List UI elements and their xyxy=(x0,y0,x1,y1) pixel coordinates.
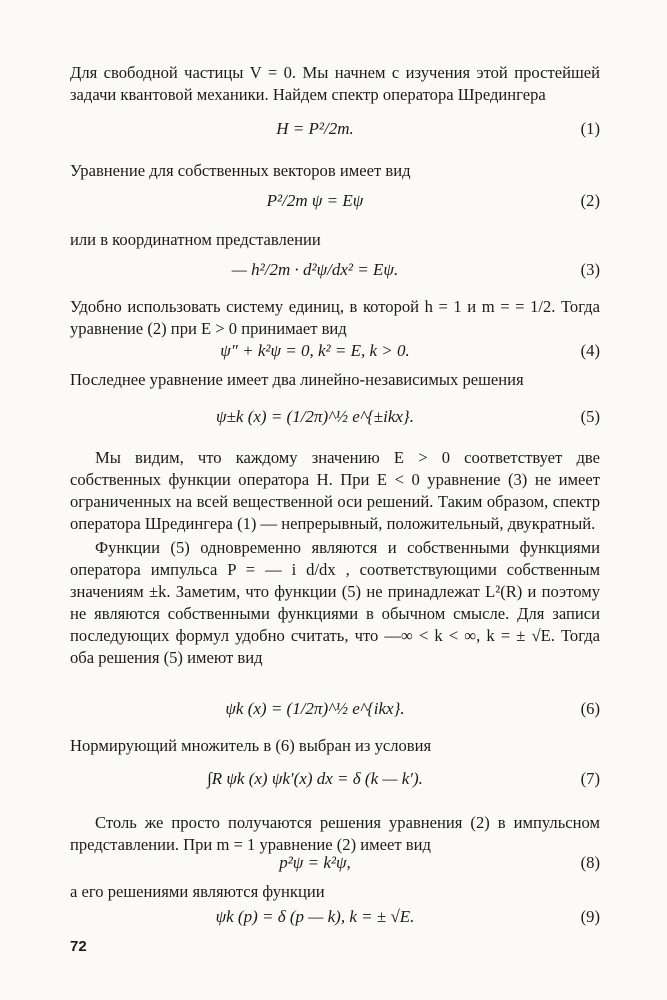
equation-6-number: (6) xyxy=(580,699,600,718)
paragraph-intro: Для свободной частицы V = 0. Мы начнем с изучения этой простейшей задачи квантовой механики. Найдем спектр оператора Шредингера xyxy=(70,63,600,104)
equation-3-number: (3) xyxy=(580,260,600,279)
equation-4-formula: ψ″ + k²ψ = 0, k² = E, k > 0. xyxy=(220,341,410,360)
equation-9 xyxy=(70,906,600,940)
equation-9-number: (9) xyxy=(580,907,600,926)
paragraph-normalization: Нормирующий множитель в (6) выбран из условия xyxy=(70,736,432,755)
equation-7-number: (7) xyxy=(580,769,600,788)
paragraph-functions: а его решениями являются функции xyxy=(70,882,325,901)
paragraph-units: Удобно использовать систему единиц, в которой h = 1 и m = = 1/2. Тогда уравнение (2) при E > 0 принимает вид xyxy=(70,297,600,338)
equation-2 xyxy=(70,190,600,224)
equation-8-formula: p²ψ = k²ψ, xyxy=(279,853,351,872)
equation-1-number: (1) xyxy=(580,119,600,138)
paragraph-momentum-representation: Столь же просто получаются решения уравнения (2) в импульсном представлении. При m = 1 уравнение (2) имеет вид xyxy=(70,813,600,854)
equation-4-number: (4) xyxy=(580,341,600,360)
paragraph-eigenvectors: Уравнение для собственных векторов имеет вид xyxy=(70,161,411,180)
paragraph-solutions: Последнее уравнение имеет два линейно-независимых решения xyxy=(70,370,524,389)
equation-2-formula: P²/2m ψ = Eψ xyxy=(266,191,364,210)
equation-1 xyxy=(70,118,600,152)
equation-8-number: (8) xyxy=(580,853,600,872)
page-number: 72 xyxy=(70,938,87,955)
equation-1-formula: H = P²/2m. xyxy=(276,119,354,138)
paragraph-spectrum: Мы видим, что каждому значению E > 0 соответствует две собственных функции оператора H. При E < 0 уравнение (3) не имеет ограниченных на всей вещественной оси решений. Таким образом, спектр оператора Шредингера (1) — непрерывный, положительный, двукратный. xyxy=(70,448,600,533)
paragraph-coordinate: или в координатном представлении xyxy=(70,230,321,249)
equation-9-formula: ψk (p) = δ (p — k), k = ± √E. xyxy=(215,907,415,926)
equation-6-formula: ψk (x) = (1/2π)^½ e^{ikx}. xyxy=(225,699,405,718)
equation-7 xyxy=(70,760,600,794)
equation-6 xyxy=(70,690,600,724)
paragraph-momentum: Функции (5) одновременно являются и собственными функциями оператора импульса P = — i d/dx , соответствующими собственным значениям ±k. Заметим, что функции (5) не принадлежат L²(R) и поэтому не являются собственными функциями в обычном смысле. Для записи последующих формул удобно считать, что —∞ < k < ∞, k = ± √E. Тогда оба решения (5) имеют вид xyxy=(70,538,600,667)
equation-7-formula: ∫R ψk (x) ψk′(x) dx = δ (k — k′). xyxy=(207,769,423,788)
equation-2-number: (2) xyxy=(580,191,600,210)
equation-5 xyxy=(70,398,600,432)
equation-5-formula: ψ±k (x) = (1/2π)^½ e^{±ikx}. xyxy=(216,407,414,426)
equation-3 xyxy=(70,259,600,293)
equation-5-number: (5) xyxy=(580,407,600,426)
equation-3-formula: — h²/2m · d²ψ/dx² = Eψ. xyxy=(231,260,399,279)
